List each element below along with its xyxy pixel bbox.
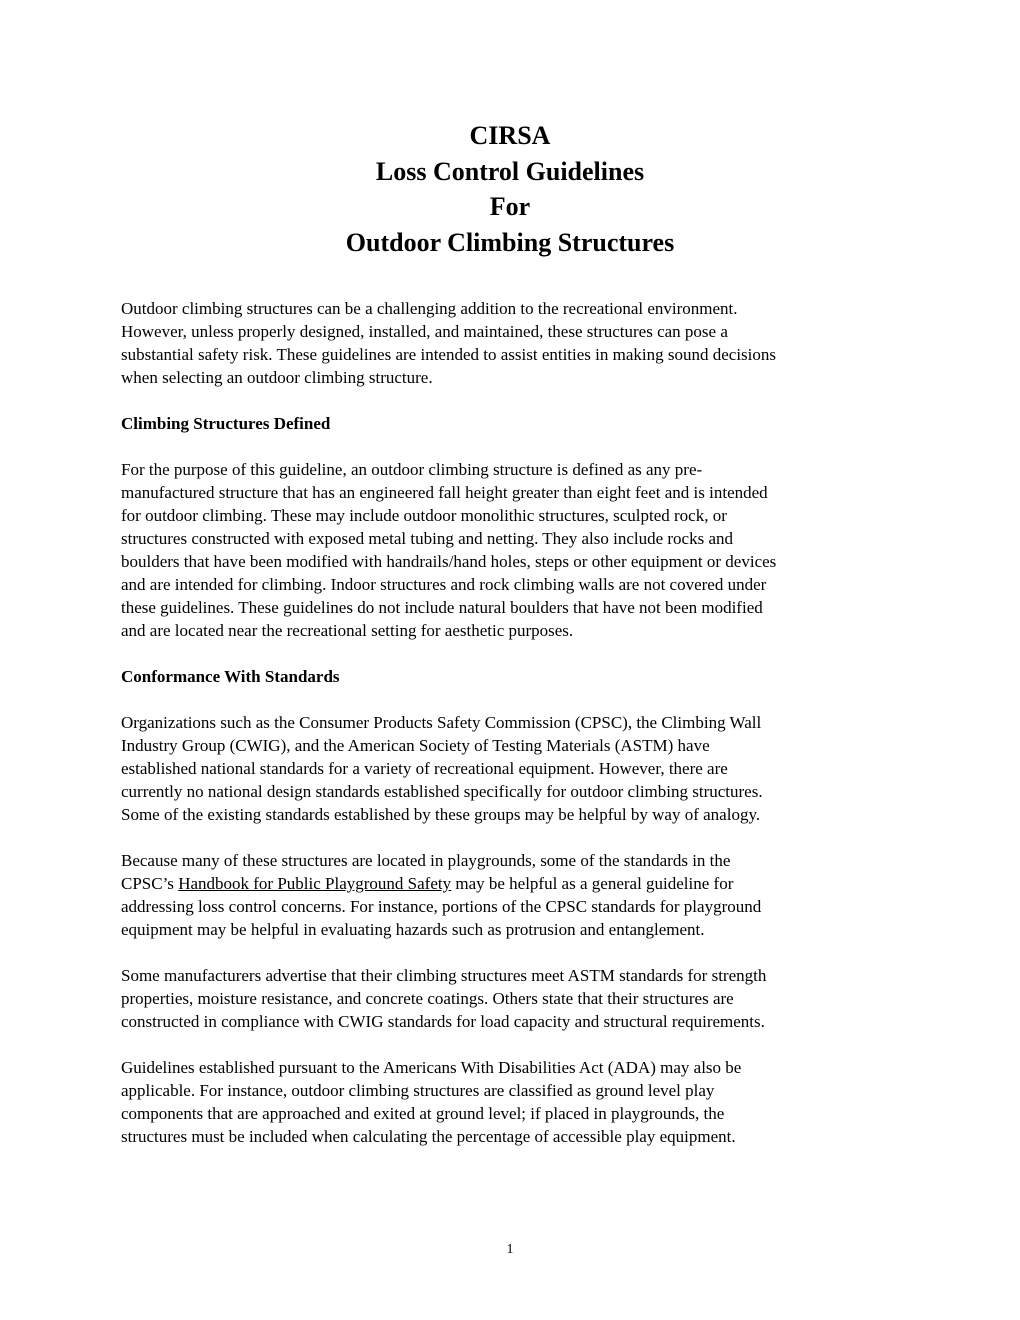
text-line: Conformance With Standards: [121, 667, 340, 686]
text-line: applicable. For instance, outdoor climbing structures are classified as ground level play: [121, 1081, 715, 1100]
paragraph: [121, 297, 911, 389]
section-heading: [121, 412, 911, 435]
text-line: established national standards for a variety of recreational equipment. However, there are: [121, 759, 728, 778]
paragraph: [121, 964, 911, 1033]
document-body: [121, 297, 911, 1148]
paragraph-spacer: [121, 826, 911, 849]
paragraph: [121, 849, 911, 941]
section-heading: [121, 665, 911, 688]
paragraph-spacer: [121, 642, 911, 665]
text-line: when selecting an outdoor climbing structure.: [121, 368, 433, 387]
text-line: properties, moisture resistance, and concrete coatings. Others state that their structures are: [121, 989, 734, 1008]
text-line: Some of the existing standards established by these groups may be helpful by way of analogy.: [121, 805, 761, 824]
text-line: boulders that have been modified with handrails/hand holes, steps or other equipment or devices: [121, 552, 777, 571]
text-line: and are intended for climbing. Indoor structures and rock climbing walls are not covered under: [121, 575, 767, 594]
text-line: constructed in compliance with CWIG standards for load capacity and structural requirements.: [121, 1012, 765, 1031]
text-line: Guidelines established pursuant to the Americans With Disabilities Act (ADA) may also be: [121, 1058, 742, 1077]
handbook-title-underlined: Handbook for Public Playground Safety: [178, 874, 452, 893]
text-line: For the purpose of this guideline, an outdoor climbing structure is defined as any pre-: [121, 460, 703, 479]
paragraph-spacer: [121, 389, 911, 412]
text-line: addressing loss control concerns. For instance, portions of the CPSC standards for playground: [121, 897, 762, 916]
title-line: CIRSA: [469, 121, 551, 150]
text-line: equipment may be helpful in evaluating hazards such as protrusion and entanglement.: [121, 920, 705, 939]
text-line: [121, 872, 911, 895]
document-title: [0, 118, 1020, 261]
page-number: 1: [506, 1242, 514, 1257]
text-line: Because many of these structures are located in playgrounds, some of the standards in the: [121, 851, 731, 870]
text-line: Some manufacturers advertise that their climbing structures meet ASTM standards for strength: [121, 966, 767, 985]
text-line: Industry Group (CWIG), and the American Society of Testing Materials (ASTM) have: [121, 736, 710, 755]
text-line: structures must be included when calculating the percentage of accessible play equipment.: [121, 1127, 736, 1146]
text-line: structures constructed with exposed metal tubing and netting. They also include rocks and: [121, 529, 734, 548]
text-line: Organizations such as the Consumer Products Safety Commission (CPSC), the Climbing Wall: [121, 713, 762, 732]
text-line: substantial safety risk. These guidelines are intended to assist entities in making sound decisions: [121, 345, 777, 364]
paragraph-spacer: [121, 941, 911, 964]
text-line: However, unless properly designed, installed, and maintained, these structures can pose a: [121, 322, 728, 341]
paragraph-spacer: [121, 1033, 911, 1056]
title-line: For: [489, 192, 531, 222]
paragraph-spacer: [121, 688, 911, 711]
title-line: Loss Control Guidelines: [375, 156, 645, 186]
paragraph: [121, 458, 911, 642]
text-line: Outdoor climbing structures can be a challenging addition to the recreational environment.: [121, 299, 738, 318]
text-segment: may be helpful as a general guideline for: [451, 874, 734, 893]
text-line: these guidelines. These guidelines do not include natural boulders that have not been modified: [121, 598, 763, 617]
text-line: Climbing Structures Defined: [121, 414, 331, 433]
text-segment: CPSC’s: [121, 874, 179, 893]
paragraph: [121, 711, 911, 826]
title-line: Outdoor Climbing Structures: [345, 228, 675, 258]
paragraph-spacer: [121, 435, 911, 458]
paragraph: [121, 1056, 911, 1148]
text-line: currently no national design standards established specifically for outdoor climbing structures.: [121, 782, 763, 801]
text-line: manufactured structure that has an engineered fall height greater than eight feet and is intended: [121, 483, 768, 502]
text-line: for outdoor climbing. These may include outdoor monolithic structures, sculpted rock, or: [121, 506, 727, 525]
text-line: components that are approached and exited at ground level; if placed in playgrounds, the: [121, 1104, 725, 1123]
text-line: and are located near the recreational setting for aesthetic purposes.: [121, 621, 574, 640]
